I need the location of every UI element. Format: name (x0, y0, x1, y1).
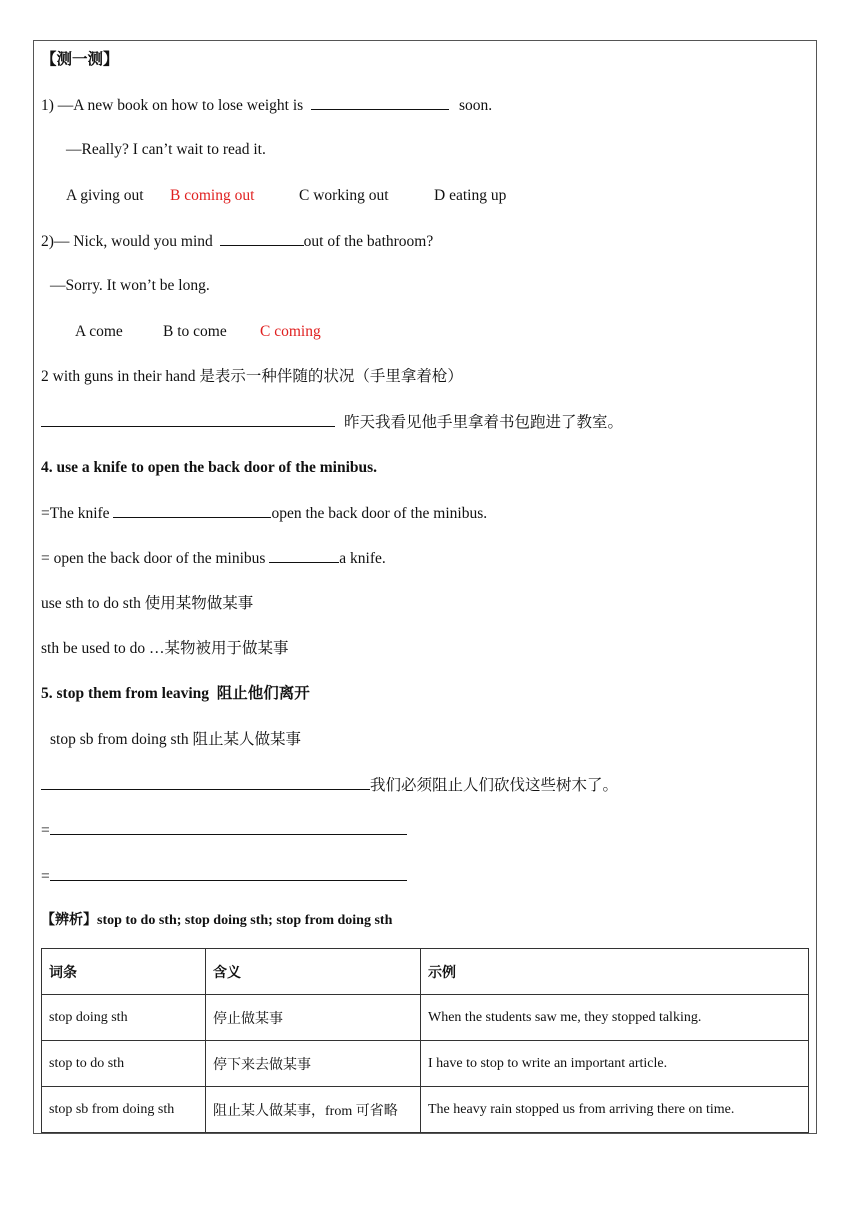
q1-option-b: B coming out (170, 187, 255, 204)
q2-reply: —Sorry. It won’t be long. (50, 277, 210, 294)
item5-heading: 5. stop them from leaving 阻止他们离开 (41, 685, 310, 702)
item4-blank-2[interactable] (269, 548, 339, 563)
translate-blank-2[interactable] (41, 775, 370, 790)
q2-option-a: A come (75, 323, 123, 340)
cell-meaning: 停止做某事 (206, 995, 421, 1041)
translate-blank-1[interactable] (41, 412, 335, 427)
item4-line1 (41, 503, 487, 524)
q1-option-a: A giving out (66, 187, 144, 204)
item4-heading: 4. use a knife to open the back door of the minibus. (41, 459, 378, 476)
item4-line2 (41, 548, 386, 569)
translate-line-1 (41, 412, 623, 433)
cell-example: The heavy rain stopped us from arriving there on time. (421, 1087, 809, 1133)
rewrite-line-2 (41, 866, 407, 887)
q2-answer-blank[interactable] (220, 231, 304, 246)
table-row (42, 995, 809, 1041)
analysis-title: 【辨析】stop to do sth; stop doing sth; stop from doing sth (41, 913, 393, 928)
table-row (42, 1087, 809, 1133)
q1-stem (41, 95, 492, 116)
cell-entry: stop doing sth (42, 995, 206, 1041)
item4-line1-after: open the back door of the minibus. (271, 505, 488, 522)
cell-entry: stop to do sth (42, 1041, 206, 1087)
item4-blank-1[interactable] (113, 503, 271, 518)
q2-option-b: B to come (163, 323, 227, 340)
q2-stem (41, 231, 433, 252)
rewrite-blank-2[interactable] (50, 866, 407, 881)
item4-usage-2: sth be used to do …某物被用于做某事 (41, 640, 289, 657)
cell-entry: stop sb from doing sth (42, 1087, 206, 1133)
q1-reply: —Really? I can’t wait to read it. (66, 141, 266, 158)
q1-option-d: D eating up (434, 187, 507, 204)
translate-line-2 (41, 775, 618, 796)
cell-example: When the students saw me, they stopped talking. (421, 995, 809, 1041)
q2-stem-before: 2)— Nick, would you mind (41, 233, 217, 250)
q1-option-c: C working out (299, 187, 389, 204)
header-meaning: 含义 (206, 949, 421, 995)
equals-sign-2: = (41, 868, 50, 885)
q1-answer-blank[interactable] (311, 95, 449, 110)
translate-sentence-2: 我们必须阻止人们砍伐这些树木了。 (370, 777, 619, 794)
analysis-table (41, 948, 809, 1133)
equals-sign-1: = (41, 822, 50, 839)
rewrite-blank-1[interactable] (50, 820, 407, 835)
header-entry: 词条 (42, 949, 206, 995)
cell-meaning: 停下来去做某事 (206, 1041, 421, 1087)
translate-sentence-1: 昨天我看见他手里拿着书包跑进了教室。 (344, 414, 624, 431)
table-header-row (42, 949, 809, 995)
cell-meaning: 阻止某人做某事，from 可省略 (206, 1087, 421, 1133)
note-with-guns: 2 with guns in their hand 是表示一种伴随的状况（手里拿着枪） (41, 368, 463, 385)
table-row (42, 1041, 809, 1087)
item4-line2-after: a knife. (339, 550, 386, 567)
q1-stem-after: soon. (455, 97, 493, 114)
q2-option-c: C coming (260, 323, 321, 340)
item5-usage: stop sb from doing sth 阻止某人做某事 (50, 731, 302, 748)
cell-example: I have to stop to write an important article. (421, 1041, 809, 1087)
item4-line2-before: = open the back door of the minibus (41, 550, 270, 567)
item4-line1-before: =The knife (41, 505, 114, 522)
q2-stem-after: out of the bathroom? (303, 233, 434, 250)
item4-usage-1: use sth to do sth 使用某物做某事 (41, 595, 254, 612)
rewrite-line-1 (41, 820, 407, 841)
section-title: 【测一测】 (41, 51, 119, 68)
header-example: 示例 (421, 949, 809, 995)
q1-stem-before: 1) —A new book on how to lose weight is (41, 97, 308, 114)
